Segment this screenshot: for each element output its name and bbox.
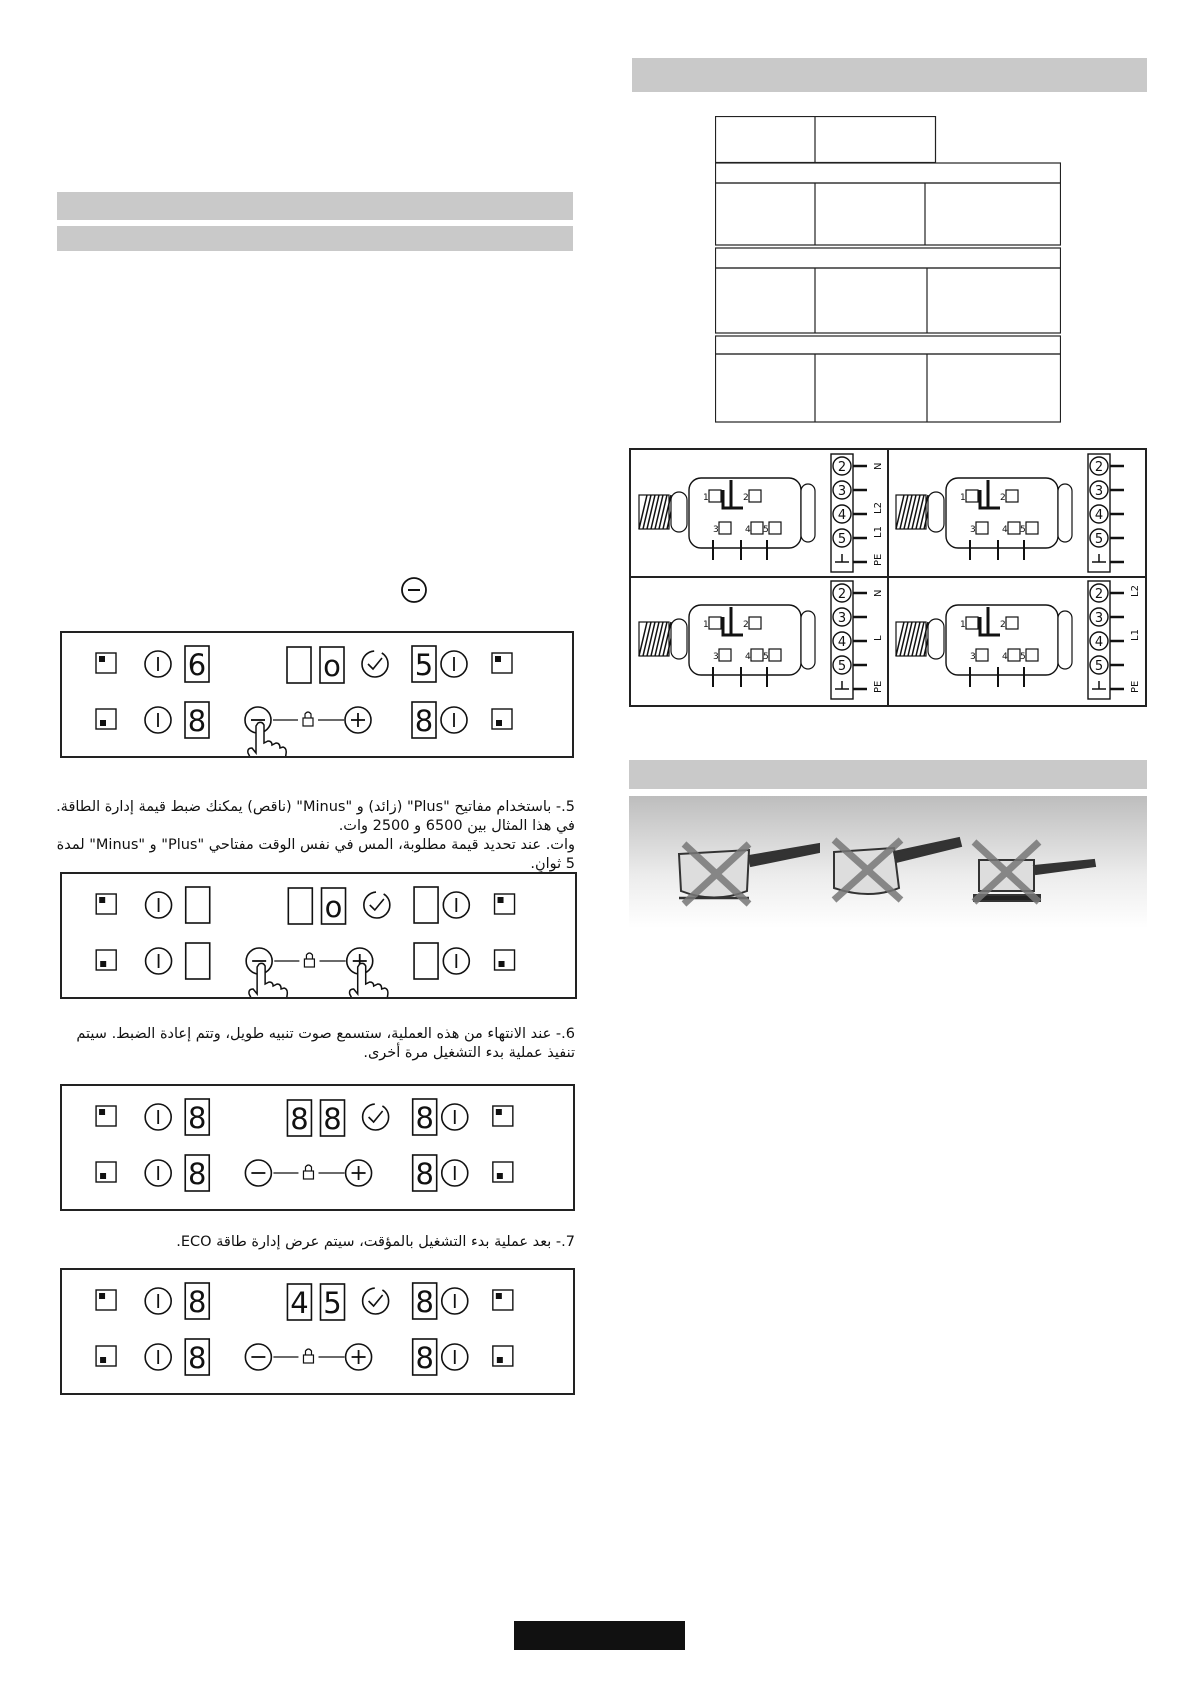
zone-key-top-left[interactable] (96, 894, 116, 914)
zone-display-bottom-right (413, 1339, 437, 1375)
power-icon[interactable] (443, 948, 469, 974)
svg-text:8: 8 (290, 1102, 309, 1136)
timer-display-digit-1 (287, 1284, 311, 1320)
svg-text:8: 8 (415, 1157, 434, 1191)
svg-text:3: 3 (837, 484, 847, 499)
svg-text:4: 4 (745, 525, 751, 535)
svg-text:8: 8 (188, 1157, 207, 1191)
zone-key-top-right[interactable] (493, 1106, 513, 1126)
svg-text:2: 2 (743, 493, 749, 503)
power-icon[interactable] (441, 707, 467, 733)
zone-display-top-left (185, 1099, 209, 1135)
step5-text-line1: 5.- باستخدام مفاتيح "Plus" (زائد) و "Minus" (ناقص) يمكنك ضبط قيمة إدارة الطاقة. في هذا المثال بين 6500 و 2500 وات. (56, 799, 575, 834)
timer-display-digit-1 (287, 1100, 311, 1136)
svg-text:2: 2 (743, 620, 749, 630)
svg-text:PE: PE (873, 680, 884, 693)
plus-button[interactable] (346, 1344, 372, 1370)
svg-text:3: 3 (713, 652, 719, 662)
svg-text:PE: PE (873, 553, 884, 566)
svg-text:8: 8 (414, 704, 434, 738)
control-panel-4 (60, 1268, 575, 1395)
section-header-cookware (629, 760, 1147, 789)
wiring-diagram (629, 448, 1147, 707)
lock-icon[interactable] (303, 1349, 313, 1363)
svg-text:5: 5 (1020, 525, 1026, 535)
svg-text:6: 6 (187, 648, 207, 682)
cable-icon (896, 622, 932, 656)
wiring-quadrant-top-left (639, 454, 884, 572)
zone-key-bottom-left[interactable] (96, 709, 116, 729)
lock-icon[interactable] (303, 712, 313, 726)
wiring-quadrant-bottom-left (639, 581, 884, 699)
timer-display-digit-1 (287, 647, 311, 683)
svg-text:3: 3 (970, 525, 976, 535)
svg-text:1: 1 (703, 620, 709, 630)
svg-text:8: 8 (188, 1101, 207, 1135)
cookware-warning-image (629, 796, 1147, 928)
zone-display-bottom-left (186, 943, 210, 979)
zone-key-bottom-right[interactable] (492, 709, 512, 729)
zone-display-top-left (185, 646, 209, 682)
svg-text:8: 8 (415, 1285, 434, 1319)
zone-display-top-right (414, 887, 438, 923)
zone-key-bottom-left[interactable] (96, 950, 116, 970)
svg-text:L2: L2 (873, 502, 884, 514)
timer-display-digit-2 (320, 647, 344, 683)
power-icon[interactable] (145, 1160, 171, 1186)
svg-text:L2: L2 (1130, 585, 1141, 597)
power-icon[interactable] (442, 1104, 468, 1130)
svg-text:4: 4 (837, 508, 847, 523)
power-icon[interactable] (145, 1344, 171, 1370)
svg-text:5: 5 (414, 648, 434, 682)
svg-text:8: 8 (323, 1102, 342, 1136)
svg-text:3: 3 (1094, 484, 1104, 499)
step6-text: 6.- عند الانتهاء من هذه العملية، ستسمع صوت تنبيه طويل، وتتم إعادة الضبط. سيتم تنفيذ عملية بدء التشغيل مرة أخرى. (76, 1026, 575, 1061)
svg-text:4: 4 (745, 652, 751, 662)
svg-text:2: 2 (1094, 587, 1104, 602)
timer-icon[interactable] (363, 1104, 389, 1130)
svg-text:3: 3 (1094, 611, 1104, 626)
timer-display-digit-2 (322, 888, 346, 924)
svg-text:5: 5 (837, 659, 847, 674)
svg-text:4: 4 (1002, 525, 1008, 535)
zone-display-top-left (185, 1283, 209, 1319)
svg-text:PE: PE (1130, 680, 1141, 693)
timer-icon[interactable] (364, 892, 390, 918)
zone-display-bottom-left (185, 702, 209, 738)
svg-text:8: 8 (188, 1285, 207, 1319)
zone-display-top-left (186, 887, 210, 923)
zone-display-bottom-left (185, 1339, 209, 1375)
timer-icon[interactable] (362, 651, 388, 677)
zone-key-bottom-right[interactable] (495, 950, 515, 970)
power-icon[interactable] (443, 892, 469, 918)
zone-key-top-left[interactable] (96, 1106, 116, 1126)
svg-text:5: 5 (837, 532, 847, 547)
pointing-hand-icon (248, 722, 286, 756)
timer-display-digit-2 (321, 1100, 345, 1136)
svg-text:o: o (324, 890, 343, 924)
svg-text:8: 8 (415, 1101, 434, 1135)
section-header-left-1 (57, 192, 573, 220)
zone-key-top-left[interactable] (96, 653, 116, 673)
svg-text:5: 5 (763, 652, 769, 662)
svg-text:N: N (873, 589, 884, 597)
svg-text:L: L (873, 635, 884, 641)
svg-text:5: 5 (1094, 659, 1104, 674)
svg-text:5: 5 (763, 525, 769, 535)
control-panel-3 (60, 1084, 575, 1211)
svg-text:1: 1 (960, 620, 966, 630)
plus-button[interactable] (346, 1160, 372, 1186)
step5-text-line2: وات. عند تحديد قيمة مطلوبة، المس في نفس الوقت مفتاحي "Plus" و "Minus" لمدة 5 ثوانٍ. (56, 837, 575, 872)
cable-icon (896, 495, 932, 529)
zone-key-top-right[interactable] (492, 653, 512, 673)
zone-key-bottom-left[interactable] (96, 1162, 116, 1182)
zone-key-bottom-left[interactable] (96, 1346, 116, 1366)
timer-icon[interactable] (363, 1288, 389, 1314)
svg-text:4: 4 (1094, 508, 1104, 523)
zone-display-bottom-left (185, 1155, 209, 1191)
page-footer-bar (514, 1621, 685, 1650)
svg-text:1: 1 (703, 493, 709, 503)
svg-text:3: 3 (837, 611, 847, 626)
svg-text:5: 5 (1020, 652, 1026, 662)
pointing-hand-icon (350, 963, 388, 997)
zone-key-top-right[interactable] (495, 894, 515, 914)
power-icon[interactable] (442, 1160, 468, 1186)
svg-text:2: 2 (1000, 620, 1006, 630)
wiring-quadrant-bottom-right (896, 581, 1141, 699)
svg-text:8: 8 (187, 704, 207, 738)
svg-text:8: 8 (188, 1341, 207, 1375)
power-icon[interactable] (441, 651, 467, 677)
cable-icon (639, 495, 675, 529)
svg-text:4: 4 (1002, 652, 1008, 662)
power-icon[interactable] (145, 1104, 171, 1130)
zone-key-bottom-right[interactable] (493, 1162, 513, 1182)
minus-button[interactable] (245, 1344, 271, 1370)
lock-icon[interactable] (303, 1165, 313, 1179)
minus-icon (400, 576, 428, 604)
svg-text:L1: L1 (873, 526, 884, 538)
zone-display-bottom-right (413, 1155, 437, 1191)
control-panel-1 (60, 631, 574, 758)
minus-button[interactable] (245, 1160, 271, 1186)
control-panel-2 (60, 872, 577, 999)
zone-key-bottom-right[interactable] (493, 1346, 513, 1366)
zone-display-top-right (413, 1283, 437, 1319)
power-icon[interactable] (145, 1288, 171, 1314)
specs-table (715, 116, 1061, 423)
svg-text:2: 2 (1094, 460, 1104, 475)
svg-text:3: 3 (713, 525, 719, 535)
zone-display-top-right (412, 646, 436, 682)
zone-display-bottom-right (412, 702, 436, 738)
power-icon[interactable] (145, 707, 171, 733)
section-header-right (632, 58, 1147, 92)
section-header-left-2 (57, 226, 573, 251)
power-icon[interactable] (145, 651, 171, 677)
timer-display-digit-2 (321, 1284, 345, 1320)
svg-text:o: o (323, 649, 341, 683)
power-icon[interactable] (146, 892, 172, 918)
zone-display-top-right (413, 1099, 437, 1135)
svg-text:2: 2 (837, 587, 847, 602)
svg-text:3: 3 (970, 652, 976, 662)
power-icon[interactable] (146, 948, 172, 974)
svg-text:L1: L1 (1130, 629, 1141, 641)
power-icon[interactable] (442, 1344, 468, 1370)
svg-text:8: 8 (415, 1341, 434, 1375)
zone-key-top-left[interactable] (96, 1290, 116, 1310)
svg-text:2: 2 (1000, 493, 1006, 503)
svg-text:4: 4 (1094, 635, 1104, 650)
lock-icon[interactable] (304, 953, 314, 967)
zone-display-bottom-right (414, 943, 438, 979)
svg-text:1: 1 (960, 493, 966, 503)
plus-button[interactable] (345, 707, 371, 733)
timer-display-digit-1 (288, 888, 312, 924)
power-icon[interactable] (442, 1288, 468, 1314)
svg-text:N: N (873, 462, 884, 470)
svg-text:4: 4 (290, 1286, 309, 1320)
svg-text:4: 4 (837, 635, 847, 650)
svg-text:5: 5 (1094, 532, 1104, 547)
svg-text:2: 2 (837, 460, 847, 475)
step7-text: 7.- بعد عملية بدء التشغيل بالمؤقت، سيتم عرض إدارة طاقة ECO. (176, 1234, 575, 1250)
cable-icon (639, 622, 675, 656)
svg-text:5: 5 (323, 1286, 342, 1320)
wiring-quadrant-top-right (896, 454, 1124, 572)
pointing-hand-icon (249, 963, 287, 997)
zone-key-top-right[interactable] (493, 1290, 513, 1310)
